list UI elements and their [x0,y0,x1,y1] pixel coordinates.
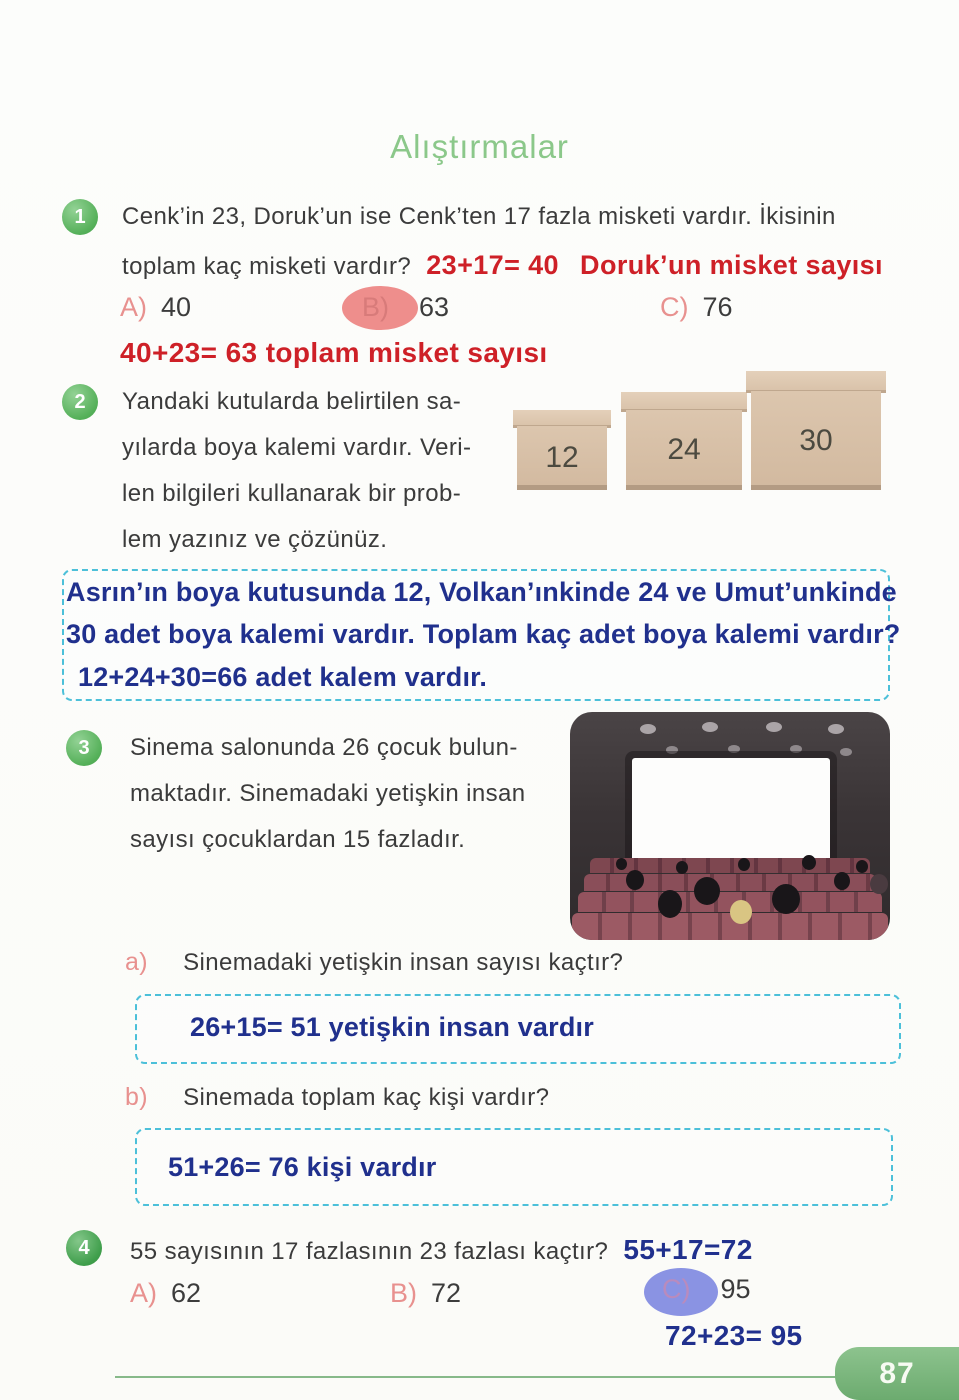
question-1-text-line1: Cenk’in 23, Doruk’un ise Cenk’ten 17 fazla misketi vardır. İkisinin [122,203,836,230]
question-4-option-b [390,1278,461,1309]
question-2-text-line3: len bilgileri kullanarak bir prob- [122,480,462,507]
question-4-option-a [130,1278,201,1309]
cinema-image [570,712,890,940]
crayon-box-24-body [626,410,742,490]
question-3b-letter: b) [125,1083,149,1111]
question-2-answer-line1: Asrın’ın boya kutusunda 12, Volkan’ınkinde 24 ve Umut’unkinde [66,577,897,607]
question-2-answer-line2: 30 adet boya kalemi vardır. Toplam kaç adet boya kalemi vardır? [66,619,901,649]
option-b-value: 72 [431,1278,462,1308]
question-3b-row [125,1083,549,1112]
question-4-number-label: 4 [78,1236,90,1259]
question-1-option-b-selected [362,292,449,323]
ceiling-light-icon [728,745,740,753]
crayon-box-30-value: 30 [799,423,833,457]
option-a-letter: A) [120,292,147,322]
question-1-number [62,199,98,235]
question-3a-answer: 26+15= 51 yetişkin insan vardır [190,1012,594,1042]
question-4-number [66,1230,102,1266]
audience-head-light [730,900,752,924]
ceiling-light-icon [766,722,782,732]
question-3a-letter: a) [125,948,149,976]
option-b-letter: B) [362,292,389,322]
question-2-number [62,384,98,420]
question-1-annotation-equation: 23+17= 40 [426,250,559,280]
question-1-number-label: 1 [74,205,86,228]
question-1-option-a [120,292,191,323]
ceiling-light-icon [640,724,656,734]
audience-head [616,858,627,870]
ceiling-light-icon [702,722,718,732]
question-3-number-label: 3 [78,736,90,759]
page-title: Alıştırmalar [390,128,569,165]
page-number-badge [835,1347,959,1400]
ceiling-light-icon [828,724,844,734]
question-4-text-row [130,1234,753,1266]
crayon-box-30 [746,371,886,490]
audience-head [658,890,682,918]
option-b-letter: B) [390,1278,417,1308]
crayon-box-12 [513,410,611,490]
question-1-annotation-below: 40+23= 63 toplam misket sayısı [120,337,548,368]
option-c-letter: C) [660,292,689,322]
page-number: 87 [879,1356,915,1390]
option-a-value: 40 [161,292,192,322]
audience-head [676,861,688,874]
crayon-box-12-value: 12 [545,441,579,474]
crayon-box-24-value: 24 [667,433,701,466]
option-c-value: 95 [720,1274,751,1304]
question-4-annotation-below: 72+23= 95 [665,1320,803,1351]
audience-head [802,855,816,870]
audience-head [694,877,720,905]
question-2-number-label: 2 [74,390,86,413]
question-3a-row [125,948,623,977]
option-c-letter: C) [662,1274,691,1304]
question-1-text-line2 [122,250,883,281]
question-3-number [66,730,102,766]
crayon-box-12-body [517,426,607,490]
option-b-value: 63 [419,292,450,322]
question-2-text-line4: lem yazınız ve çözünüz. [122,526,388,553]
question-1-text-line2-print: toplam kaç misketi vardır? [122,253,412,280]
audience-head [856,860,868,873]
question-3-text-line3: sayısı çocuklardan 15 fazladır. [130,826,466,853]
footer-divider-line [115,1376,837,1378]
question-2-text-line1: Yandaki kutularda belirtilen sa- [122,388,462,415]
ceiling-light-icon [790,745,802,753]
question-4-option-c-selected [662,1274,751,1305]
question-3b-answer: 51+26= 76 kişi vardır [168,1152,437,1182]
question-2-text-line2: yılarda boya kalemi vardır. Veri- [122,434,472,461]
option-a-value: 62 [171,1278,202,1308]
audience-head [834,872,850,890]
question-1-annotation-label: Doruk’un misket sayısı [580,250,883,280]
crayon-box-30-lid [746,371,886,393]
ceiling-light-icon [666,746,678,754]
question-2-answer-line3: 12+24+30=66 adet kalem vardır. [78,662,488,692]
audience-head [738,858,750,871]
option-a-letter: A) [130,1278,157,1308]
seat-row [572,913,888,940]
option-c-value: 76 [702,292,733,322]
audience-head [626,870,644,890]
question-4-annotation-inline: 55+17=72 [623,1234,753,1265]
question-3-text-line1: Sinema salonunda 26 çocuk bulun- [130,734,518,761]
question-3a-text: Sinemadaki yetişkin insan sayısı kaçtır? [183,949,624,976]
crayon-box-24 [621,392,747,490]
question-3b-text: Sinemada toplam kaç kişi vardır? [183,1084,550,1111]
crayon-box-30-body [751,391,881,490]
question-3-text-line2: maktadır. Sinemadaki yetişkin insan [130,780,526,807]
crayon-box-24-lid [621,392,747,412]
question-1-option-c [660,292,733,323]
question-4-text: 55 sayısının 17 fazlasının 23 fazlası kaçtır? [130,1238,609,1265]
audience-head [772,884,800,914]
audience-head [870,874,888,894]
cinema-screen [632,758,830,862]
ceiling-light-icon [840,748,852,756]
